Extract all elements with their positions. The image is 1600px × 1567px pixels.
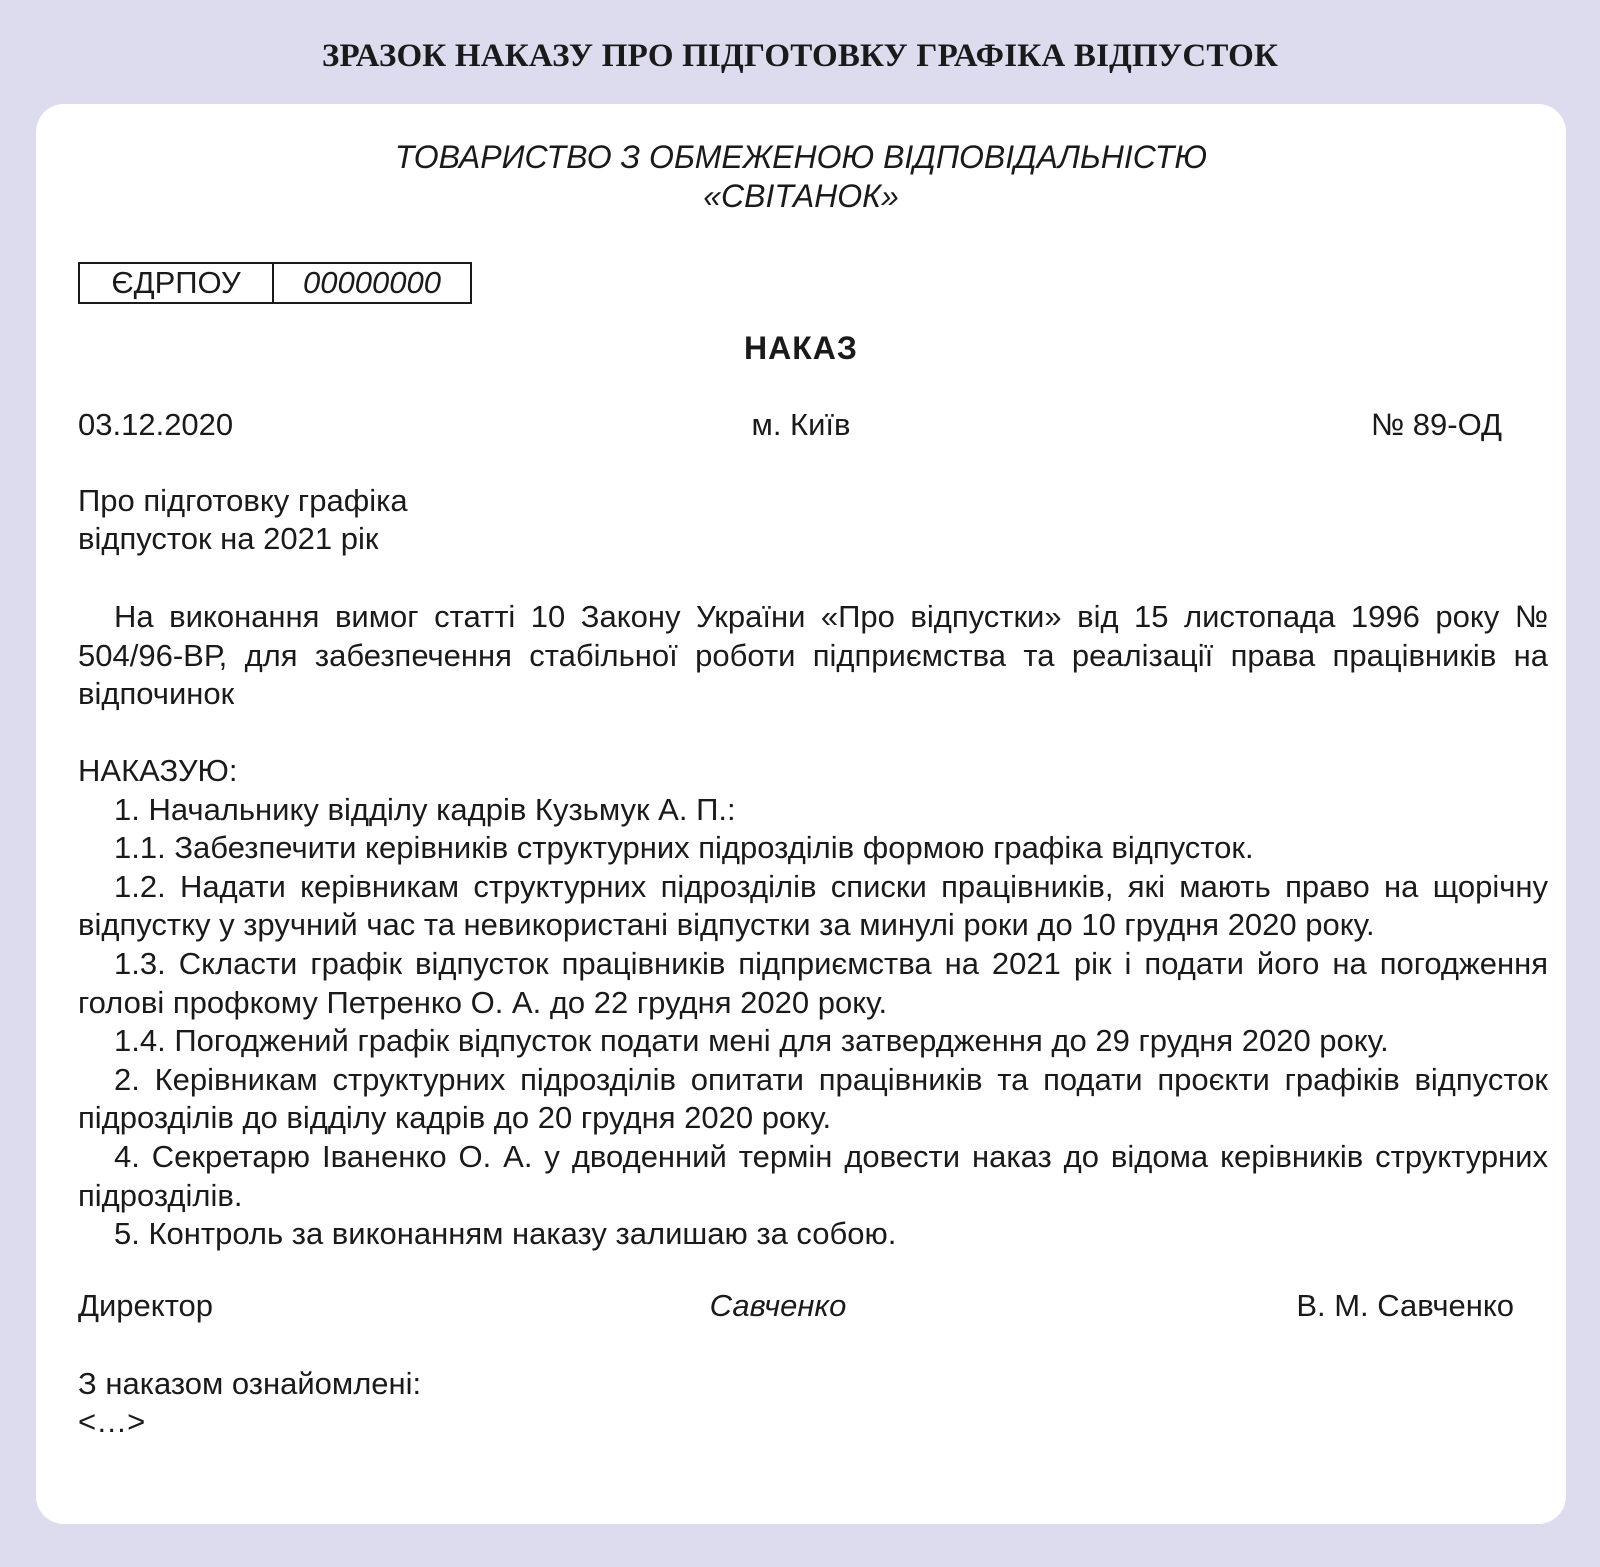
preamble-text: На виконання вимог статті 10 Закону України «Про відпустки» від 15 листопада 1996 року № 504/96-ВР, для забезпечення стабільної роботи підприємства та реалізації права працівників на відпочинок (78, 599, 1548, 712)
subject-line1: Про підготовку графіка (78, 483, 408, 518)
order-item: 1.2. Надати керівникам структурних підрозділів списки працівників, які мають право на щорічну відпустку у зручний час та невикористані відпустки за минулі роки до 10 грудня 2020 року. (78, 868, 1548, 943)
document-sheet (36, 104, 1566, 1524)
order-item: 1.1. Забезпечити керівників структурних підрозділів формою графіка відпусток. (114, 830, 1254, 866)
order-number: № 89-ОД (1370, 407, 1502, 442)
edrpou-box (78, 262, 472, 304)
order-item: 1. Начальнику відділу кадрів Кузьмук А. П.: (114, 791, 736, 827)
signature-position: Директор (78, 1288, 214, 1323)
order-item: 4. Секретарю Іваненко О. А. у дводенний термін довести наказ до відома керівників структурних підрозділів. (78, 1138, 1548, 1213)
order-city: м. Київ (751, 407, 851, 442)
banner-title: ЗРАЗОК НАКАЗУ ПРО ПІДГОТОВКУ ГРАФІКА ВІДПУСТОК (321, 38, 1279, 74)
order-item: 5. Контроль за виконанням наказу залишаю за собою. (114, 1216, 897, 1252)
signature-handwritten: Савченко (709, 1288, 847, 1323)
edrpou-value: 00000000 (303, 265, 441, 300)
company-name-line1: ТОВАРИСТВО З ОБМЕЖЕНОЮ ВІДПОВІДАЛЬНІСТЮ (394, 139, 1208, 175)
acknowledged-label: З наказом ознайомлені: (78, 1366, 422, 1401)
subject-line2: відпусток на 2021 рік (78, 521, 379, 556)
acknowledged-placeholder: <…> (78, 1404, 146, 1439)
company-name-line2: «СВІТАНОК» (703, 178, 899, 214)
order-item: 2. Керівникам структурних підрозділів опитати працівників та подати проєкти графіків відпусток підрозділів до відділу кадрів до 20 грудня 2020 року. (78, 1061, 1548, 1136)
order-heading: НАКАЗ (744, 330, 858, 366)
edrpou-label: ЄДРПОУ (80, 264, 274, 302)
preamble-block (78, 598, 1548, 714)
signature-name: В. М. Савченко (1296, 1288, 1514, 1323)
order-item: 1.4. Погоджений графік відпусток подати мені для затвердження до 29 грудня 2020 року. (114, 1023, 1389, 1059)
order-date: 03.12.2020 (78, 407, 234, 442)
order-item: 1.3. Скласти графік відпусток працівників підприємства на 2021 рік і подати його на погодження голові профкому Петренко О. А. до 22 грудня 2020 року. (78, 945, 1548, 1020)
command-word: НАКАЗУЮ: (78, 753, 238, 788)
order-items-block (78, 752, 1548, 1254)
